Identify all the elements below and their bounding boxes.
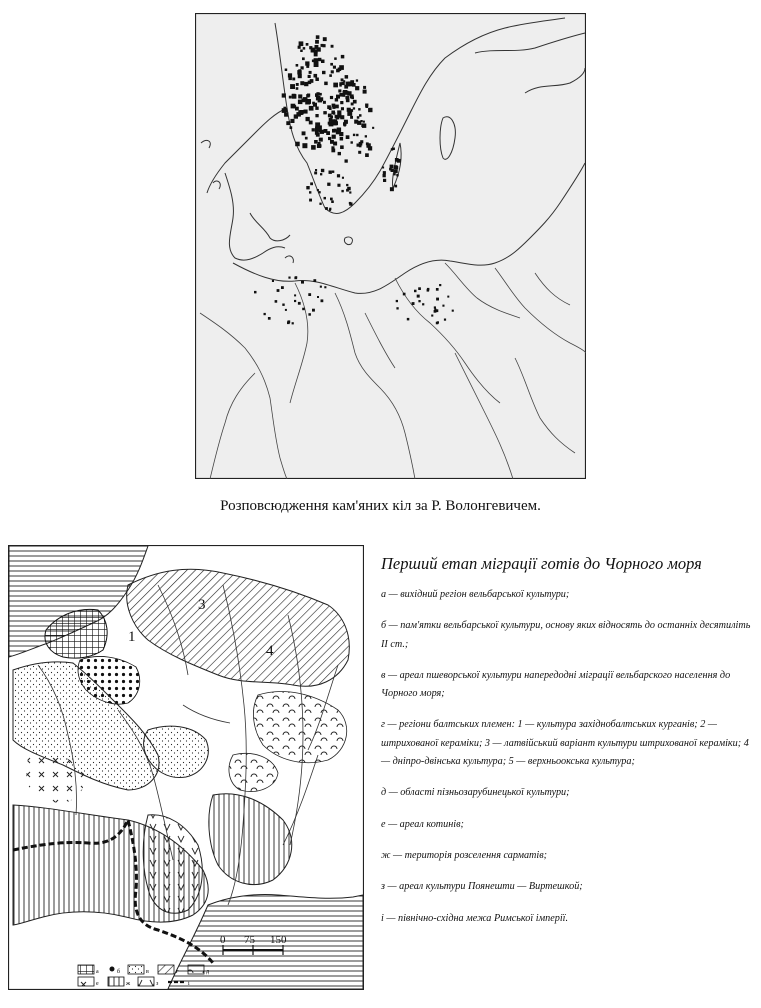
- site-marker: [283, 107, 286, 110]
- site-marker: [298, 74, 302, 78]
- site-marker: [294, 294, 296, 296]
- site-marker: [321, 299, 324, 302]
- top-map-caption: Розповсюдження кам'яних кіл за Р. Волонгевичем.: [220, 498, 541, 514]
- legend-symbol-z: з: [156, 981, 159, 987]
- site-marker: [365, 153, 369, 157]
- legend-item-z: з — ареал культури Поянешти — Виртешкой;: [381, 881, 583, 893]
- site-marker: [436, 298, 439, 301]
- site-marker: [272, 280, 274, 282]
- site-marker: [282, 93, 286, 97]
- site-marker: [340, 137, 344, 141]
- site-marker: [309, 199, 312, 202]
- site-marker: [353, 100, 357, 104]
- site-marker: [360, 120, 362, 122]
- site-marker: [289, 96, 292, 99]
- site-marker: [350, 116, 353, 119]
- site-marker: [414, 290, 417, 293]
- site-marker: [303, 47, 306, 50]
- site-marker: [351, 141, 353, 143]
- site-marker: [323, 111, 326, 114]
- site-marker: [295, 107, 299, 111]
- site-marker: [309, 71, 312, 74]
- site-marker: [298, 302, 301, 305]
- site-marker: [328, 137, 331, 140]
- site-marker: [306, 94, 309, 97]
- site-marker: [317, 189, 319, 191]
- site-marker: [315, 40, 319, 44]
- site-marker: [315, 127, 320, 132]
- site-marker: [302, 57, 305, 60]
- site-marker: [353, 107, 355, 109]
- site-marker: [324, 82, 328, 86]
- site-marker: [390, 187, 394, 191]
- site-marker: [301, 281, 304, 284]
- site-marker: [341, 107, 344, 110]
- stone-circles-map: [195, 13, 586, 479]
- site-marker: [395, 166, 398, 169]
- site-marker: [309, 191, 311, 193]
- site-marker: [338, 89, 341, 92]
- legend-symbol-zh: ж: [126, 981, 131, 987]
- site-marker: [290, 126, 293, 129]
- site-marker: [321, 44, 324, 47]
- site-marker: [346, 184, 348, 186]
- site-marker: [383, 179, 386, 182]
- site-marker: [343, 91, 345, 93]
- site-marker: [329, 74, 332, 77]
- site-marker: [304, 110, 308, 114]
- site-marker: [320, 286, 322, 288]
- site-marker: [403, 293, 406, 296]
- site-marker: [332, 129, 336, 133]
- site-marker: [337, 95, 340, 98]
- site-marker: [317, 296, 319, 298]
- site-marker: [357, 116, 360, 119]
- site-marker: [353, 134, 355, 136]
- site-marker: [396, 300, 398, 302]
- site-marker: [308, 293, 311, 296]
- site-marker: [302, 143, 307, 148]
- legend-symbol-v: в: [146, 969, 149, 975]
- site-marker: [396, 174, 398, 176]
- site-marker: [313, 279, 316, 282]
- site-marker: [298, 69, 301, 72]
- site-marker: [316, 92, 319, 95]
- site-marker: [315, 78, 319, 82]
- site-marker: [308, 75, 311, 78]
- site-marker: [394, 185, 397, 188]
- site-marker: [330, 140, 334, 144]
- site-marker: [363, 86, 366, 89]
- site-marker: [341, 55, 345, 59]
- site-marker: [316, 35, 320, 39]
- site-marker: [294, 300, 296, 302]
- site-marker: [372, 127, 374, 129]
- site-marker: [324, 286, 326, 288]
- site-marker: [322, 71, 325, 74]
- site-marker: [296, 64, 299, 67]
- site-marker: [292, 94, 296, 98]
- site-marker: [309, 106, 314, 111]
- site-marker: [334, 121, 338, 125]
- site-marker: [340, 145, 344, 149]
- scale-label-75: 75: [244, 934, 255, 946]
- site-marker: [316, 47, 320, 51]
- site-marker: [302, 131, 306, 135]
- site-marker: [305, 137, 308, 140]
- legend-title: Перший етап міграції готів до Чорного моря: [381, 554, 702, 573]
- legend-item-a: а — вихідний регіон вельбарської культури;: [381, 589, 570, 600]
- site-marker: [340, 115, 344, 119]
- site-marker: [315, 107, 318, 110]
- site-marker: [296, 87, 299, 90]
- site-marker: [359, 142, 363, 146]
- site-marker: [321, 60, 325, 64]
- site-marker: [344, 85, 348, 89]
- site-marker: [306, 99, 311, 104]
- site-marker: [337, 128, 341, 132]
- site-marker: [326, 131, 330, 135]
- site-marker: [383, 174, 386, 177]
- legend-symbol-b: б: [117, 969, 121, 975]
- site-marker: [393, 173, 395, 175]
- site-marker: [301, 66, 304, 69]
- site-marker: [321, 169, 324, 172]
- legend-item-v: в — ареал пшеворської культури напередодні міграції вельбарского населення до Чорного моря;: [381, 669, 731, 700]
- site-marker: [314, 140, 318, 144]
- site-marker: [329, 118, 333, 122]
- site-marker: [308, 313, 311, 316]
- site-marker: [395, 158, 399, 162]
- site-marker: [304, 82, 308, 86]
- legend-item-zh: ж — територія розселення сарматів;: [381, 849, 548, 861]
- site-marker: [343, 80, 345, 82]
- site-marker: [363, 90, 367, 94]
- site-marker: [339, 84, 342, 87]
- site-marker: [358, 108, 360, 110]
- site-marker: [318, 98, 322, 102]
- site-marker: [358, 151, 361, 154]
- site-marker: [306, 43, 309, 46]
- site-marker: [299, 41, 304, 46]
- site-marker: [291, 104, 296, 109]
- site-marker: [328, 122, 331, 125]
- site-marker: [339, 65, 344, 70]
- site-marker: [312, 60, 315, 63]
- site-marker: [295, 142, 300, 147]
- site-marker: [315, 169, 317, 171]
- legend-item-g: г — регіони балтських племен: 1 — культура західнобалтських курганів; 2 — штрихованої кераміки; 3 — латвійський варіант культури штрихованої кераміки; 4 — дніпро-двінська культура; 5 — верхньоокська культура;: [381, 719, 749, 768]
- site-marker: [333, 112, 336, 115]
- site-marker: [315, 114, 318, 117]
- site-marker: [315, 131, 319, 135]
- site-marker: [346, 135, 350, 139]
- site-marker: [418, 300, 420, 302]
- site-marker: [314, 74, 318, 78]
- site-marker: [436, 288, 439, 291]
- legend-item-e: е — ареал котинів;: [381, 818, 464, 830]
- site-marker: [344, 124, 346, 126]
- site-marker: [318, 58, 321, 61]
- site-marker: [300, 50, 303, 53]
- site-marker: [285, 69, 288, 72]
- site-marker: [264, 313, 266, 315]
- legend-symbol-d: д: [206, 969, 210, 975]
- site-marker: [418, 287, 421, 290]
- site-marker: [312, 102, 315, 105]
- site-marker: [281, 286, 284, 289]
- site-marker: [288, 73, 292, 77]
- site-marker: [302, 308, 305, 311]
- site-marker: [422, 303, 424, 305]
- site-marker: [331, 70, 334, 73]
- site-marker: [329, 171, 332, 174]
- site-marker: [277, 289, 280, 292]
- site-marker: [298, 46, 301, 49]
- legend-symbol-g: г: [176, 969, 179, 975]
- site-marker: [332, 106, 335, 109]
- site-marker: [335, 98, 338, 101]
- site-marker: [290, 84, 295, 89]
- site-marker: [325, 207, 328, 210]
- site-marker: [340, 101, 343, 104]
- zone-number-4: 4: [266, 643, 274, 659]
- site-marker: [349, 202, 352, 205]
- site-marker: [382, 167, 384, 169]
- site-marker: [368, 108, 372, 112]
- site-marker: [331, 45, 334, 48]
- site-marker: [330, 198, 333, 201]
- site-marker: [391, 148, 393, 150]
- site-marker: [295, 276, 297, 278]
- site-marker: [337, 174, 340, 177]
- site-marker: [334, 57, 337, 60]
- site-marker: [314, 172, 317, 175]
- site-marker: [355, 86, 359, 90]
- site-marker: [319, 203, 321, 205]
- site-marker: [417, 295, 420, 298]
- site-marker: [305, 61, 309, 65]
- site-marker: [296, 112, 301, 117]
- zone-number-1: 1: [128, 629, 136, 645]
- site-marker: [345, 75, 349, 79]
- site-marker: [342, 82, 345, 85]
- site-marker: [311, 145, 316, 150]
- site-marker: [434, 310, 437, 313]
- site-marker: [342, 177, 344, 179]
- site-marker: [300, 81, 304, 85]
- site-marker: [412, 302, 415, 305]
- site-marker: [383, 171, 386, 174]
- site-marker: [306, 186, 309, 189]
- site-marker: [338, 113, 340, 115]
- site-marker: [330, 63, 333, 66]
- site-marker: [442, 305, 444, 307]
- site-marker: [330, 96, 333, 99]
- site-marker: [323, 37, 327, 41]
- site-marker: [341, 190, 343, 192]
- zone-number-3: 3: [198, 597, 206, 613]
- site-marker: [309, 121, 313, 125]
- site-marker: [341, 78, 344, 81]
- site-marker: [359, 114, 362, 117]
- legend-symbol-e: е: [96, 981, 99, 987]
- site-marker: [396, 307, 398, 309]
- site-marker: [312, 128, 315, 131]
- site-marker: [319, 138, 323, 142]
- site-marker: [287, 321, 290, 324]
- legend-symbol-a: а: [96, 969, 99, 975]
- site-marker: [331, 200, 334, 203]
- legend-item-i: і — північно-східна межа Римської імперії.: [381, 912, 569, 924]
- site-marker: [354, 120, 358, 124]
- site-marker: [439, 284, 441, 286]
- site-marker: [345, 91, 349, 95]
- site-marker: [346, 189, 349, 192]
- gothic-migration-map: [8, 545, 364, 990]
- site-marker: [356, 79, 358, 81]
- site-marker: [329, 107, 332, 110]
- site-marker: [323, 101, 326, 104]
- site-marker: [284, 112, 288, 116]
- site-marker: [431, 315, 433, 317]
- site-marker: [349, 191, 351, 193]
- site-marker: [286, 121, 290, 125]
- site-marker: [390, 165, 394, 169]
- site-marker: [312, 309, 315, 312]
- site-marker: [298, 100, 303, 105]
- site-marker: [339, 93, 343, 97]
- site-marker: [306, 117, 310, 121]
- site-marker: [285, 309, 287, 311]
- site-marker: [310, 182, 313, 185]
- site-marker: [427, 288, 430, 291]
- site-marker: [335, 105, 339, 109]
- site-marker: [356, 134, 358, 136]
- site-marker: [452, 310, 454, 312]
- site-marker: [362, 124, 366, 128]
- site-marker: [317, 144, 321, 148]
- site-marker: [332, 135, 336, 139]
- site-marker: [368, 146, 372, 150]
- scale-label-150: 150: [270, 934, 287, 946]
- legend-item-d: д — області пізньозарубинецької культури;: [381, 787, 570, 799]
- legend-item-b: б — пам'ятки вельбарської культури, основу яких відносять до останніх десятиліть II ст.;: [381, 620, 751, 650]
- site-marker: [436, 322, 439, 325]
- map-frame: [196, 14, 586, 479]
- site-marker: [444, 319, 446, 321]
- site-marker: [407, 318, 410, 321]
- site-marker: [434, 306, 436, 308]
- site-marker: [365, 104, 368, 107]
- site-marker: [352, 83, 356, 87]
- site-marker: [347, 108, 351, 112]
- site-marker: [331, 146, 334, 149]
- site-marker: [345, 159, 348, 162]
- site-marker: [333, 83, 338, 88]
- site-marker: [363, 121, 365, 123]
- site-marker: [328, 114, 332, 118]
- site-marker: [318, 191, 320, 193]
- site-marker: [292, 322, 294, 324]
- site-marker: [268, 317, 271, 320]
- site-marker: [365, 135, 367, 137]
- site-marker: [447, 296, 449, 298]
- site-marker: [394, 170, 398, 174]
- migration-legend: [381, 554, 759, 941]
- site-marker: [324, 197, 327, 200]
- site-marker: [288, 277, 290, 279]
- site-marker: [282, 304, 284, 306]
- site-marker: [350, 109, 353, 112]
- site-marker: [338, 152, 341, 155]
- site-marker: [296, 83, 299, 86]
- site-marker: [329, 209, 331, 211]
- site-marker: [320, 173, 322, 175]
- site-marker: [333, 66, 336, 69]
- site-marker: [292, 78, 295, 81]
- site-marker: [290, 119, 294, 123]
- site-marker: [298, 94, 302, 98]
- site-marker: [351, 96, 354, 99]
- site-marker: [346, 99, 350, 103]
- site-marker: [275, 300, 278, 303]
- site-marker: [254, 291, 257, 294]
- legend-symbol-i: і: [188, 981, 190, 987]
- site-marker: [332, 171, 334, 173]
- site-marker: [327, 183, 330, 186]
- scale-label-0: 0: [220, 934, 226, 946]
- site-marker: [337, 184, 340, 187]
